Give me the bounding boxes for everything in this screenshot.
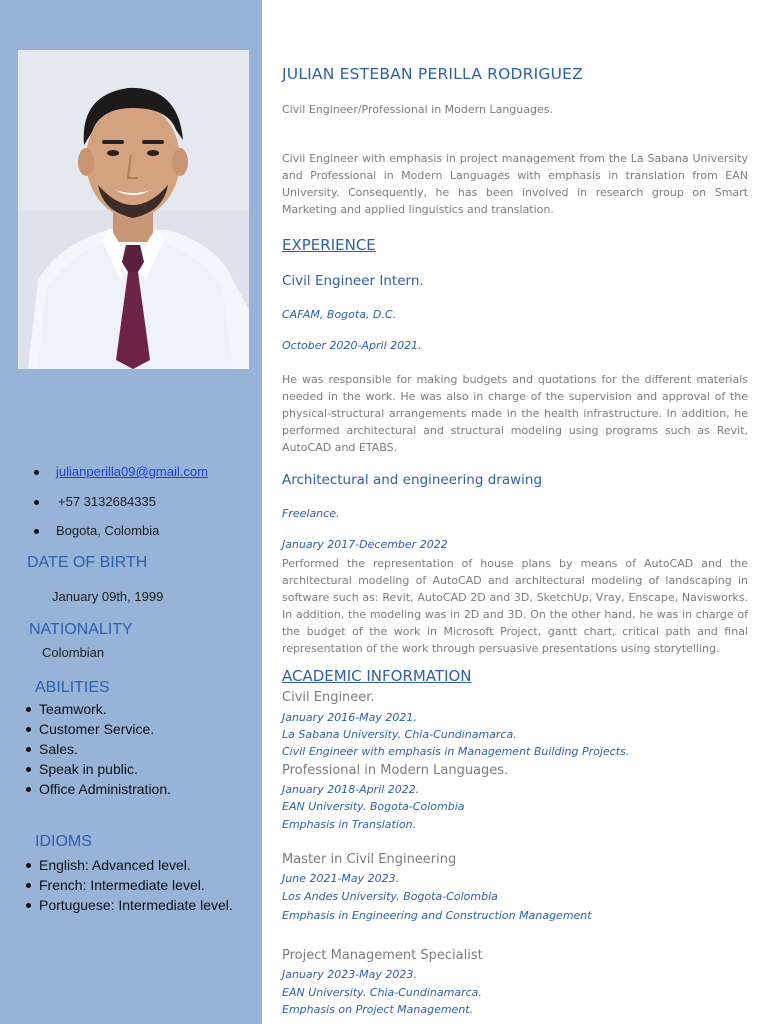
job-company: Freelance. [282, 507, 340, 520]
list-item: Speak in public. [24, 759, 171, 779]
job-dates: October 2020-April 2021. [282, 339, 422, 352]
degree-dates: January 2016-May 2021. [282, 711, 417, 724]
job-description: Performed the representation of house plans by means of AutoCAD and the architectural modeling of AutoCAD and architectural modeling of landscaping in software such as: Revit, AutoCAD 2D and 3D, SketchUp, Vray, Enscape, Navisworks. In addition, the modeling was in 2D and 3D. On the other hand, he was in charge of the budget of the work in Microsoft Project, gantt chart, critical path and final representation of the work through persuasive presentations using storytelling. [282, 557, 748, 655]
job-description: He was responsible for making budgets and quotations for the different materials needed in the work. He was also in charge of the supervision and approval of the physical-structural arrangements made in the health infrastructure. In addition, he performed architectural and structural modeling using programs such as Revit, AutoCAD and ETABS. [282, 373, 748, 454]
abilities-heading: ABILITIES [35, 679, 110, 696]
degree-detail: Civil Engineer with emphasis in Management Building Projects. [282, 745, 630, 758]
location: Bogota, Colombia [56, 523, 160, 538]
list-item: French: Intermediate level. [24, 875, 233, 895]
list-item: Portuguese: Intermediate level. [24, 895, 233, 915]
job-company: CAFAM, Bogota, D.C. [282, 308, 397, 321]
degree-title: Master in Civil Engineering [282, 852, 457, 867]
list-item: English: Advanced level. [24, 855, 233, 875]
job-dates: January 2017-December 2022 [282, 538, 448, 551]
idioms-list [24, 855, 233, 915]
degree-institution: EAN University. Bogota-Colombia [282, 800, 465, 813]
bullet [34, 470, 39, 475]
job-title: Civil Engineer Intern. [282, 273, 424, 289]
experience-heading: EXPERIENCE [282, 236, 376, 254]
nationality-value: Colombian [42, 645, 105, 660]
phone-number: +57 3132684335 [58, 494, 156, 509]
list-item: Customer Service. [24, 719, 171, 739]
list-item: Office Administration. [24, 779, 171, 799]
degree-detail: Emphasis on Project Management. [282, 1003, 474, 1016]
list-item: Sales. [24, 739, 171, 759]
degree-detail: Emphasis in Translation. [282, 818, 417, 831]
subtitle: Civil Engineer/Professional in Modern Languages. [282, 103, 553, 116]
date-of-birth-heading: DATE OF BIRTH [27, 554, 148, 571]
sidebar [0, 0, 262, 1024]
degree-dates: January 2023-May 2023. [282, 968, 417, 981]
summary: Civil Engineer with emphasis in project management from the La Sabana University and Professional in Modern Languages with emphasis in translation from EAN University. Consequently, he has been involved in research group on Smart Marketing and applied linguistics and translation. [282, 152, 748, 216]
degree-institution: Los Andes University. Bogota-Colombia [282, 890, 498, 903]
degree-title: Project Management Specialist [282, 948, 483, 963]
degree-dates: June 2021-May 2023. [282, 872, 400, 885]
list-item: Teamwork. [24, 699, 171, 719]
degree-detail: Emphasis in Engineering and Construction Management [282, 909, 592, 922]
profile-photo [18, 50, 249, 369]
degree-title: Civil Engineer. [282, 690, 375, 705]
abilities-list [24, 699, 171, 799]
idioms-heading: IDIOMS [35, 833, 92, 850]
bullet [34, 529, 39, 534]
degree-dates: January 2018-April 2022. [282, 783, 420, 796]
full-name: JULIAN ESTEBAN PERILLA RODRIGUEZ [282, 65, 583, 83]
bullet [34, 500, 39, 505]
date-of-birth-value: January 09th, 1999 [52, 589, 164, 604]
email-link[interactable]: julianperilla09@gmail.com [56, 464, 208, 479]
degree-institution: La Sabana University. Chia-Cundinamarca. [282, 728, 517, 741]
degree-institution: EAN University. Chia-Cundinamarca. [282, 986, 482, 999]
degree-title: Professional in Modern Languages. [282, 763, 509, 778]
academic-heading: ACADEMIC INFORMATION [282, 667, 472, 685]
job-title: Architectural and engineering drawing [282, 472, 543, 488]
nationality-heading: NATIONALITY [29, 621, 133, 638]
